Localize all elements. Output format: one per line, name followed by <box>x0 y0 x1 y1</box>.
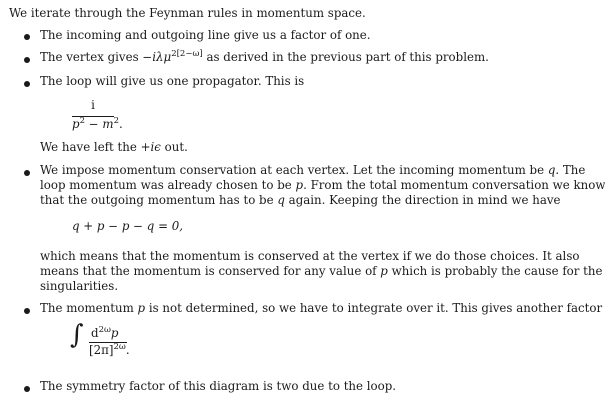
bullet-6 <box>24 386 30 392</box>
left-out-text: We have left the +iϵ out. <box>40 140 188 154</box>
bullet-1-text: The incoming and outgoing line give us a factor of one. <box>40 28 371 42</box>
intro-text: We iterate through the Feynman rules in momentum space. <box>9 6 366 20</box>
bullet-3-text: The loop will give us one propagator. This is <box>40 74 305 88</box>
bullet-4-line-1: We impose momentum conservation at each vertex. Let the incoming momentum be q. The <box>40 163 586 177</box>
bullet-4-line-2: loop momentum was already chosen to be p. From the total momentum conversation we know <box>40 178 605 192</box>
bullet-1 <box>24 34 30 40</box>
integral-numerator: $d^{2\omega}p$ <box>91 325 119 340</box>
bullet-6-text: The symmetry factor of this diagram is two due to the loop. <box>40 379 397 393</box>
propagator-denominator: $p^2 - m^2$. <box>72 116 123 131</box>
bullet-4 <box>24 170 30 176</box>
which-line-3: singularities. <box>40 279 119 293</box>
bullet-5 <box>24 308 30 314</box>
bullet-2 <box>24 57 30 63</box>
momentum-equation: q + p − p − q = 0, <box>72 219 183 233</box>
integral-sign: ∫ <box>70 320 84 350</box>
bullet-4-line-3: that the outgoing momentum has to be q again. Keeping the direction in mind we have <box>40 193 561 207</box>
integral-denominator: $[2\pi]^{2\omega}$. <box>89 342 130 357</box>
which-line-1: which means that the momentum is conserved at the vertex if we do those choices. It also <box>40 249 580 263</box>
vertex-factor-expr: −iλμ <box>142 50 172 64</box>
vertex-factor-exponent: 2[2−ω] <box>171 49 203 59</box>
propagator-numerator: i <box>91 98 95 112</box>
which-line-2: means that the momentum is conserved for any value of p which is probably the cause for the <box>40 264 603 278</box>
bullet-5-text: The momentum p is not determined, so we have to integrate over it. This gives another factor <box>40 301 603 315</box>
bullet-2-text: The vertex gives −iλμ$^{2[2-\omega]}$ as derived in the previous part of this problem. <box>40 49 489 64</box>
bullet-3 <box>24 81 30 87</box>
